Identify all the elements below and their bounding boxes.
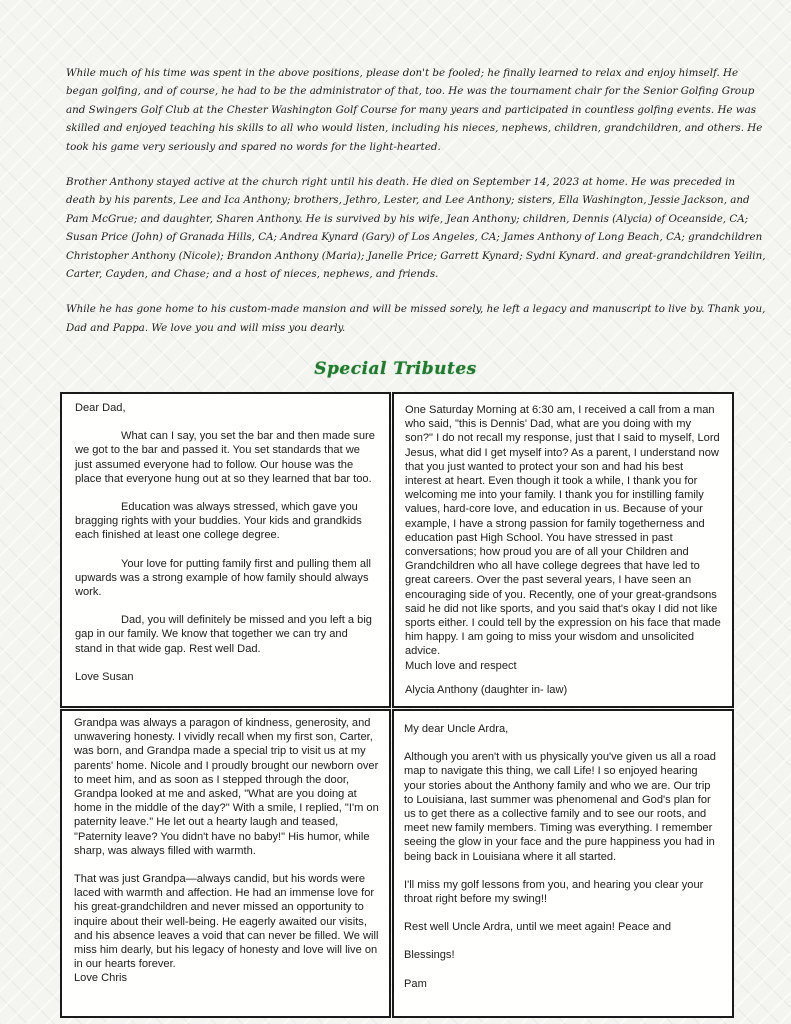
tribute-paragraph: What can I say, you set the bar and then made sure we got to the bar and passed it. You set standards that we just assumed everyone had to follow. Our house was the place that everyone hung out at so they learned that bar too. [75,430,375,485]
tribute-card-pam [392,709,734,1018]
tribute-card-susan [60,392,391,708]
tribute-paragraph: That was just Grandpa—always candid, but his words were laced with warmth and affection. He had an immense love for his great-grandchildren and never missed an opportunity to inquire about their well-being. He eagerly awaited our visits, and his absence leaves a void that can never be filled. We will miss him dearly, but his legacy of honesty and love will live on in our hearts forever. [74,873,379,971]
tribute-paragraph: I'll miss my golf lessons from you, and hearing you clear your throat right before my swing!! [404,878,704,906]
tribute-signature: Pam [404,977,427,990]
biography-paragraph: Brother Anthony stayed active at the church right until his death. He died on September 14, 2023 at home. He was preceded in death by his parents, Lee and Ica Anthony; brothers, Jethro, Lester, and Lee Anthony; sisters, Ella Washington, Jessie Jackson, and Pam McGrue; and daughter, Sharen Anthony. He is survived by his wife, Jean Anthony; children, Dennis (Alycia) of Oceanside, CA; Susan Price (John) of Granada Hills, CA; Andrea Kynard (Gary) of Los Angeles, CA; James Anthony of Long Beach, CA; grandchildren Christopher Anthony (Nicole); Brandon Anthony (Maria); Janelle Price; Garrett Kynard; Sydni Kynard. and great-grandchildren Yeilin, Carter, Cayden, and Chase; and a host of nieces, nephews, and friends. [66,176,766,281]
tribute-paragraph: Your love for putting family first and pulling them all upwards was a strong example of how family should always work. [75,557,371,599]
tribute-signature: Love Susan [75,670,134,683]
tribute-paragraph: Grandpa was always a paragon of kindness, generosity, and unwavering honesty. I vividly recall when my first son, Carter, was born, and Grandpa made a special trip to visit us at my parents' home. Nicole and I proudly brought our newborn over to meet him, and as soon as I stepped through the door, Grandpa looked at me and asked, "What are you doing at home in the middle of the day?" With a smile, I replied, "I'm on paternity leave." He let out a hearty laugh and teased, "Paternity leave? You didn't have no baby!" His humor, while sharp, was always filled with warmth. [74,717,379,857]
biography-section [66,64,766,354]
special-tributes-heading: Special Tributes [314,359,477,379]
tribute-paragraph: One Saturday Morning at 6:30 am, I received a call from a man who said, "this is Dennis' Dad, what are you doing with my son?" I do not recall my response, just that I said to myself, Lord Jesus, what did I get myself into? As a parent, I understand now that you just wanted to protect your son and had his best interest at heart. Even though it took a while, I thank you for welcoming me into your family. I thank you for instilling family values, hard-core love, and education in us. Because of your example, I have a strong passion for family togetherness and education past High School. You have stressed in past conversations; how proud you are of all your Children and Grandchildren who all have college degrees that have led to great careers. Over the past several years, I have seen an encouraging side of you. Recently, one of your great-grandsons said he did not like sports, and you said that's okay I did not like sports either. I could tell by the expression on his face that made him happy. I am going to miss your wisdom and unsolicited advice. [405,404,721,658]
biography-paragraph: While he has gone home to his custom-made mansion and will be missed sorely, he left a legacy and manuscript to live by. Thank you, Dad and Pappa. We love you and will miss you dearly. [66,303,766,334]
tribute-signature: Alycia Anthony (daughter in- law) [405,683,568,696]
tribute-card-alycia [392,392,734,708]
tribute-paragraph: Dad, you will definitely be missed and you left a big gap in our family. We know that together we can try and stand in that wide gap. Rest well Dad. [75,614,372,655]
tribute-card-chris [60,709,391,1018]
tribute-greeting: Dear Dad, [75,402,126,414]
tribute-paragraph: Blessings! [404,949,455,962]
tribute-paragraph: Rest well Uncle Ardra, until we meet again! Peace and [404,921,672,934]
tribute-paragraph: Education was always stressed, which gave you bragging rights with your buddies. Your kids and grandkids each finished at least one college degree. [75,501,362,542]
biography-paragraph: While much of his time was spent in the above positions, please don't be fooled; he finally learned to relax and enjoy himself. He began golfing, and of course, he had to be the administrator of that, too. He was the tournament chair for the Senior Golfing Group and Swingers Golf Club at the Chester Washington Golf Course for many years and participated in countless golfing events. He was skilled and enjoyed teaching his skills to all who would listen, including his nieces, nephews, children, grandchildren, and others. He took his game very seriously and spared no words for the light-hearted. [66,67,763,153]
tribute-closing: Much love and respect [405,659,517,672]
tribute-greeting: My dear Uncle Ardra, [404,723,509,735]
tribute-paragraph: Although you aren't with us physically you've given us all a road map to navigate this thing, we call Life! I so enjoyed hearing your stories about the Anthony family and who we are. Our trip to Louisiana, last summer was phenomenal and God's plan for us to get there as a collective family and to see our roots, and meet new family members. Timing was everything. I remember seeing the glow in your face and the pure happiness you had in being back in Louisiana where it all started. [404,751,716,863]
tribute-signature: Love Chris [74,972,128,985]
